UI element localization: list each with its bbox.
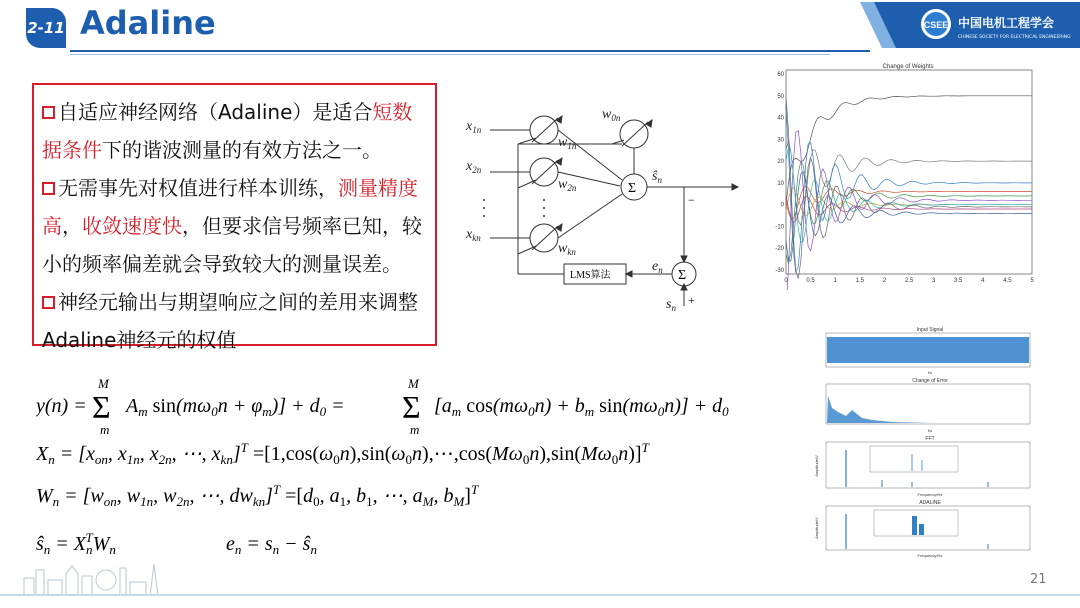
x-tick-label: 1	[833, 278, 837, 284]
svg-text:sn: $s_n$	[666, 297, 676, 312]
org-logo-band	[860, 2, 1080, 48]
svg-text:en = sn − ŝn: $e_n = s_n$ − $ŝ_n$	[226, 533, 317, 557]
equation-x-svg	[36, 436, 766, 472]
svg-text:m: m	[410, 422, 420, 437]
svg-text:Change of Weights: Change of Weights	[882, 64, 934, 70]
svg-text:+: +	[688, 293, 695, 307]
x-tick-label: 4.5	[1003, 278, 1012, 284]
svg-text:w1n: $w_{1n}$	[558, 135, 577, 151]
equation-s-e-svg	[36, 524, 436, 564]
x-tick-label: 0	[784, 278, 788, 284]
svg-text:x2n: $x_{2n}$	[466, 159, 482, 175]
svg-text:t/s: t/s	[927, 428, 933, 433]
svg-text:x1n: $x_{1n}$	[466, 119, 482, 135]
svg-text:M: M	[408, 376, 419, 391]
equation-y-svg	[36, 372, 736, 440]
svg-text:Amplitude/V: Amplitude/V	[814, 455, 819, 477]
svg-text:CSEE: CSEE	[923, 20, 949, 30]
x-tick-label: 0.5	[806, 278, 815, 284]
page-title: Adaline	[80, 4, 216, 42]
svg-text:LMS算法: LMS算法	[570, 270, 611, 281]
svg-text:ŝn = XnTWn: $ŝ_n = X_nTW_n$	[36, 530, 116, 557]
page-number: 21	[1030, 572, 1047, 587]
svg-text:Frequency/Hz: Frequency/Hz	[917, 492, 943, 497]
equation-w-svg	[36, 478, 596, 514]
svg-text:t/s: t/s	[927, 370, 933, 375]
y-tick-label: 60	[777, 72, 784, 78]
bullet-box	[32, 83, 437, 352]
svg-text:ŝn: $ŝ_n$	[652, 169, 662, 185]
x-tick-label: 3.5	[954, 278, 963, 284]
y-tick-label: 30	[777, 137, 784, 144]
x-tick-label: 2.5	[904, 278, 914, 284]
org-name-en: CHINESE SOCIETY FOR ELECTRICAL ENGINEERING	[958, 35, 1071, 40]
x-tick-label: 5	[1030, 278, 1034, 284]
bullet-3: 神经元输出与期望响应之间的差用来调整Adaline神经元的权值	[42, 290, 418, 352]
y-tick-label: -30	[775, 268, 784, 274]
svg-text:w2n: $w_{2n}$	[558, 177, 577, 193]
svg-text:FFT: FFT	[925, 436, 935, 442]
svg-text:−: −	[688, 193, 695, 207]
svg-text:m: m	[100, 422, 110, 437]
equation-x	[36, 436, 766, 478]
svg-text:w0n: $w_{0n}$	[602, 107, 621, 123]
org-name-cn: 中国电机工程学会	[958, 16, 1055, 30]
y-tick-label: 20	[777, 159, 784, 166]
section-badge: 2-11	[26, 8, 66, 48]
x-tick-label: 4	[981, 278, 985, 284]
svg-text:Xn = [xon, x1n, x2n, ⋯, xkn]T: $X_n = [x_{on}$, $x_{1n}$, $x_{2n}$, ⋯, $x_{kn}]^T$ $=[1,\cos(\omega_0n),\sin(\omega_0n),\cdots,\cos(M\omega_0n),\sin(M\omega_0n)]^T$	[36, 440, 649, 467]
svg-text:Am sin(mω0n + φm)] + d0 =: $A_m$ $\sin(m\omega_0n + \varphi_m)] + d_0$ =	[126, 395, 345, 419]
svg-text:ADALINE: ADALINE	[919, 500, 941, 506]
weights-chart	[768, 60, 1038, 290]
svg-text:Frequency/Hz: Frequency/Hz	[917, 553, 943, 558]
bullet-1: 自适应神经网络（Adaline）是适合短数据条件下的谐波测量的有效方法之一。	[42, 100, 413, 162]
y-tick-label: -20	[775, 246, 784, 253]
svg-text:Wn = [won, w1n, w2n, ⋯, dwkn]T: $W_n = [w_{on}$, $w_{1n}$, $w_{2n}$, ⋯, $dw_{kn}]^T =[d_0$, $a_1$, $b_1$, ⋯, $a_M$, $b_M]^T$	[36, 482, 479, 509]
x-tick-label: 1.5	[855, 278, 864, 284]
svg-text:wkn: $w_{kn}$	[558, 241, 576, 257]
svg-text:Amplitude/V: Amplitude/V	[814, 517, 819, 539]
svg-text:Σ: Σ	[678, 268, 687, 283]
svg-text:Σ: Σ	[628, 181, 637, 196]
x-tick-label: 3	[931, 278, 936, 284]
svg-text:Input Signal: Input Signal	[916, 327, 944, 333]
svg-text:en: $e_n$	[652, 259, 663, 275]
bullet-2: 无需事先对权值进行样本训练，测量精度高，收敛速度快，但要求信号频率已知，较小的频率偏差就会导致较大的测量误差。	[42, 176, 422, 276]
small-charts-panel	[812, 326, 1038, 558]
y-tick-label: -10	[775, 224, 784, 231]
y-tick-label: 40	[777, 115, 784, 122]
input-signal-trace	[827, 337, 1029, 363]
bullet-square-icon	[42, 182, 55, 195]
equation-w	[36, 478, 596, 520]
x-tick-label: 2	[882, 278, 887, 284]
bullet-square-icon	[42, 106, 55, 119]
svg-text:[am cos(mω0n) + bm sin(mω0n)]: [$a_m$ $\cos(m\omega_0n) + b_m$ $\sin(m\omega_0n)] + d_0$	[434, 395, 729, 419]
svg-text:Σ: Σ	[92, 389, 111, 425]
svg-text:y(n) =: y(n) =	[36, 395, 87, 417]
svg-text:M: M	[98, 376, 109, 391]
y-tick-label: 0	[780, 202, 784, 209]
y-tick-label: 50	[777, 93, 784, 100]
svg-text:Σ: Σ	[402, 389, 421, 425]
svg-text:Change of Error: Change of Error	[912, 378, 948, 384]
header-rule	[70, 50, 870, 52]
header-rule-thin	[70, 54, 830, 55]
city-skyline-icon	[20, 560, 170, 596]
svg-text:xkn: $x_{kn}$	[466, 227, 481, 243]
footer-rule	[0, 594, 1080, 596]
y-tick-label: 10	[777, 180, 784, 187]
adaline-diagram	[462, 100, 740, 312]
equation-y	[36, 372, 736, 446]
bullet-square-icon	[42, 296, 55, 309]
